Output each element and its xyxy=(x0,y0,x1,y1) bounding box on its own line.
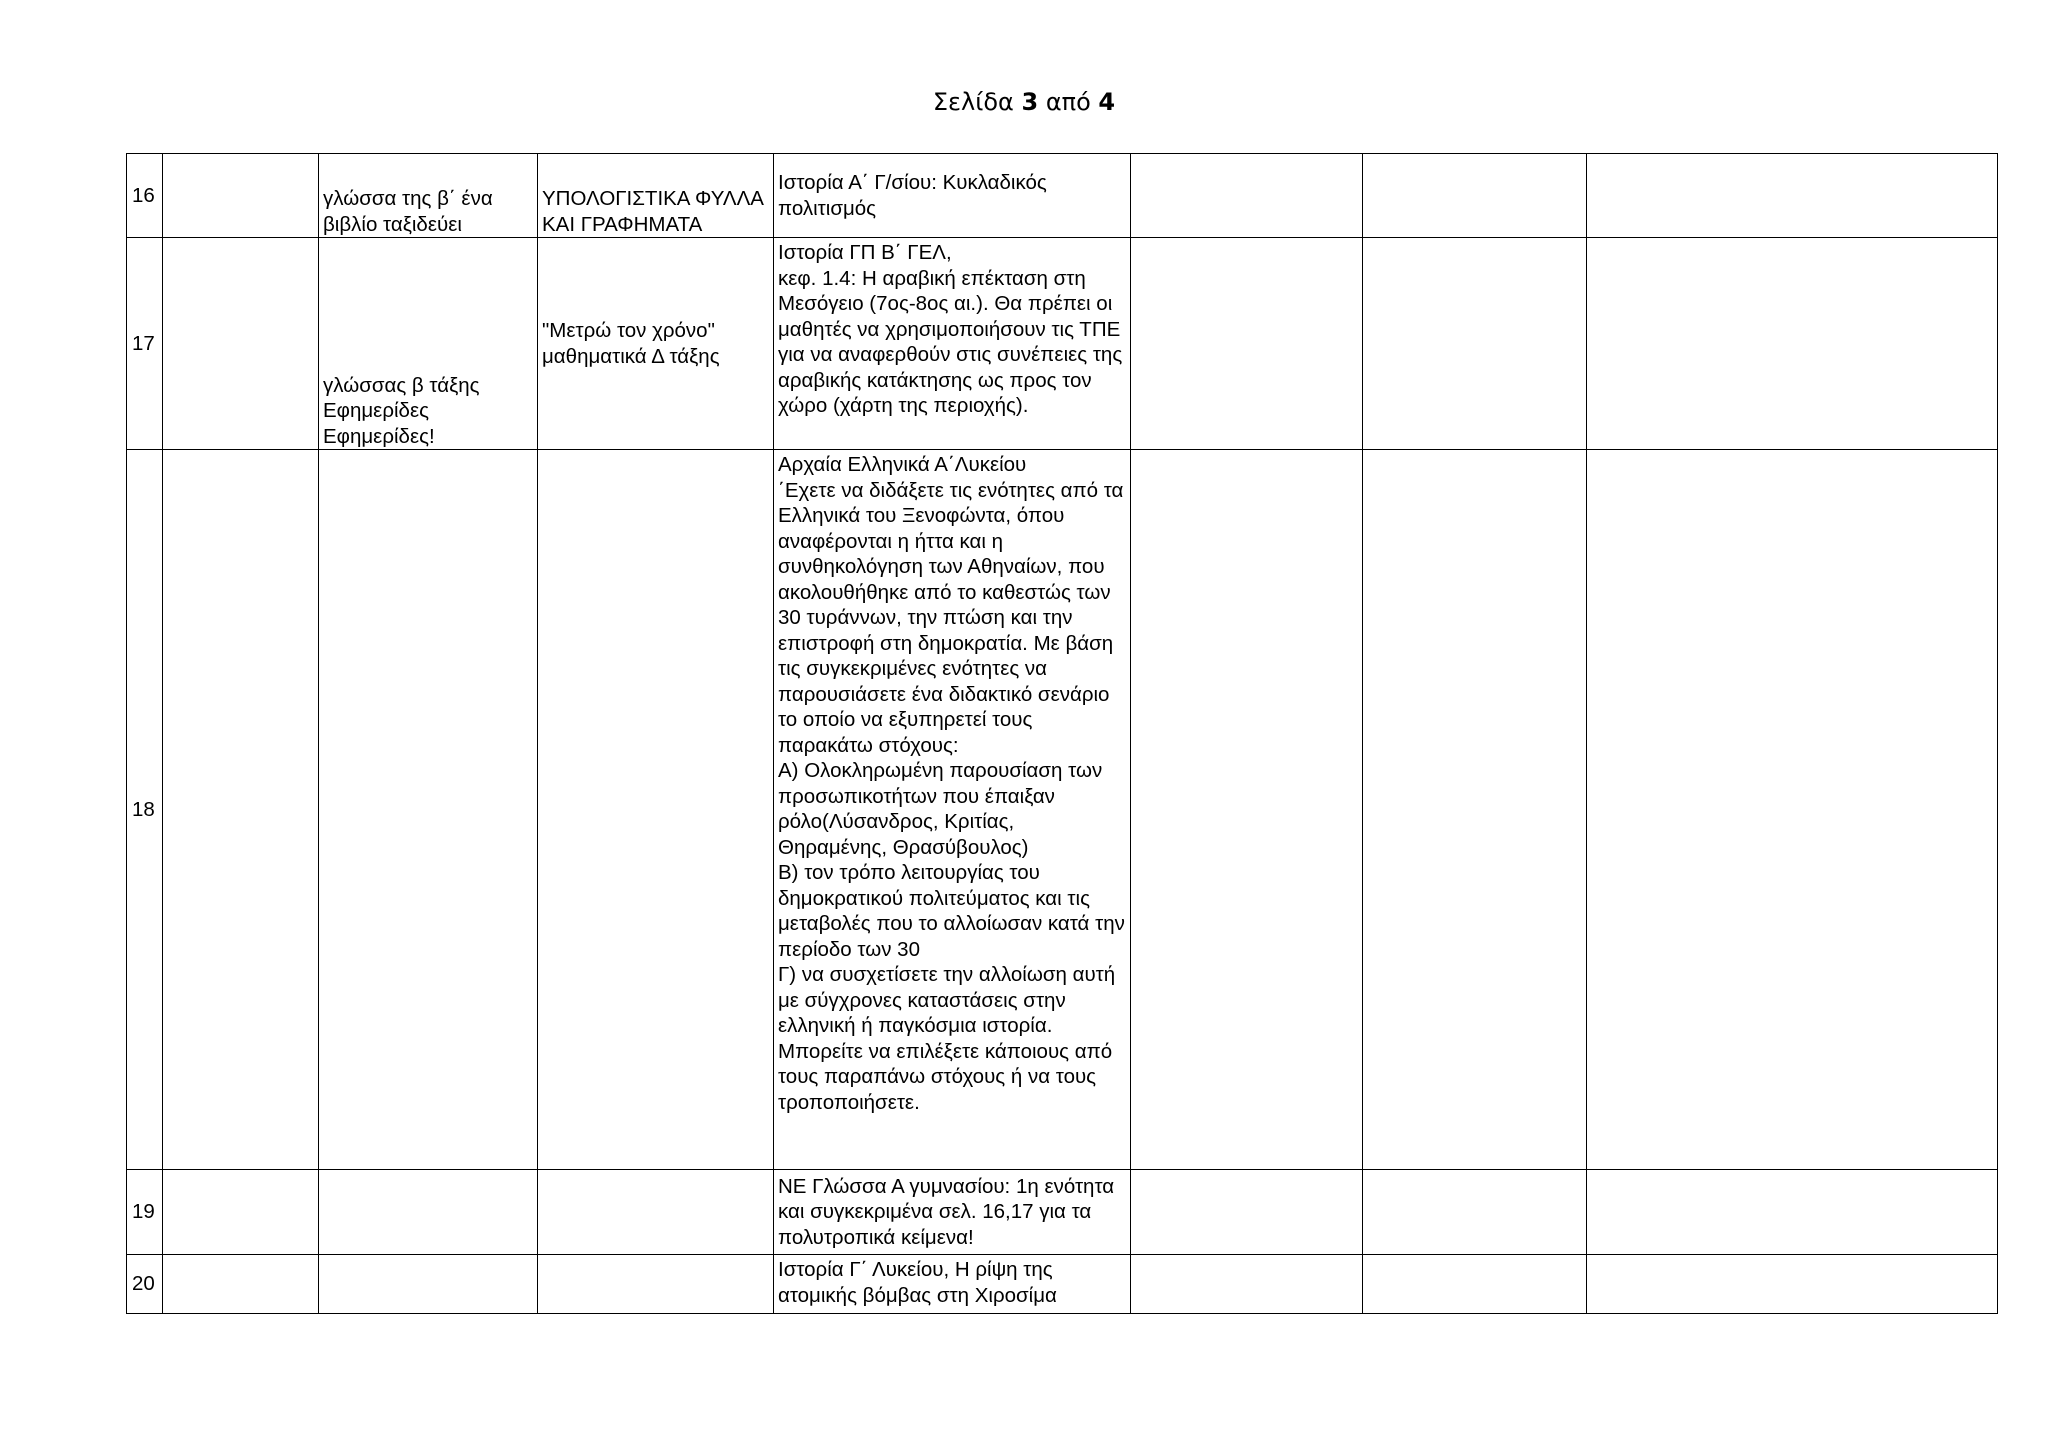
table-cell xyxy=(538,1255,774,1314)
table-cell xyxy=(1363,154,1587,238)
table-cell xyxy=(538,1170,774,1255)
table-cell xyxy=(1363,450,1587,1170)
table-cell xyxy=(1587,450,1998,1170)
table-row xyxy=(127,238,1998,450)
table-cell xyxy=(538,450,774,1170)
table-cell xyxy=(1131,238,1363,450)
table-cell xyxy=(1131,154,1363,238)
table-cell: Αρχαία Ελληνικά Α΄Λυκείου ΄Εχετε να διδάξετε τις ενότητες από τα Ελληνικά του Ξενοφώντα, όπου αναφέρονται η ήττα και η συνθηκολόγηση των Αθηναίων, που ακολουθήθηκε από το καθεστώς των 30 τυράννων, την πτώση και την επιστροφή στη δημοκρατία. Με βάση τις συγκεκριμένες ενότητες να παρουσιάσετε ένα διδακτικό σενάριο το οποίο να εξυπηρετεί τους παρακάτω στόχους: Α) Ολοκληρωμένη παρουσίαση των προσωπικοτήτων που έπαιξαν ρόλο(Λύσανδρος, Κριτίας, Θηραμένης, Θρασύβουλος) Β) τον τρόπο λειτουργίας του δημοκρατικού πολιτεύματος και τις μεταβολές που το αλλοίωσαν κατά την περίοδο των 30 Γ) να συσχετίσετε την αλλοίωση αυτή με σύγχρονες καταστάσεις στην ελληνική ή παγκόσμια ιστορία. Μπορείτε να επιλέξετε κάποιους από τους παραπάνω στόχους ή να τους τροποποιήσετε. xyxy=(774,450,1131,1170)
row-number: 17 xyxy=(127,238,163,450)
page-separator: από xyxy=(1038,88,1099,116)
row-number: 19 xyxy=(127,1170,163,1255)
table-cell: ΝΕ Γλώσσα Α γυμνασίου: 1η ενότητα και συγκεκριμένα σελ. 16,17 για τα πολυτροπικά κείμενα! xyxy=(774,1170,1131,1255)
table-cell xyxy=(163,450,319,1170)
table-cell xyxy=(1587,1170,1998,1255)
table-cell xyxy=(1587,1255,1998,1314)
total-pages-number: 4 xyxy=(1098,88,1116,116)
table-cell xyxy=(1131,1170,1363,1255)
table-cell: "Μετρώ τον χρόνο" μαθηματικά Δ τάξης xyxy=(538,238,774,450)
page-label: Σελίδα xyxy=(932,88,1022,116)
table-cell xyxy=(163,154,319,238)
submissions-table xyxy=(126,153,1998,1314)
table-cell xyxy=(1131,1255,1363,1314)
table-cell: γλώσσα της β΄ ένα βιβλίο ταξιδεύει xyxy=(319,154,538,238)
table-cell xyxy=(319,1170,538,1255)
table-cell xyxy=(1363,1255,1587,1314)
table-cell xyxy=(319,1255,538,1314)
table-cell xyxy=(319,450,538,1170)
table-cell xyxy=(1587,238,1998,450)
current-page-number: 3 xyxy=(1021,88,1039,116)
table-cell xyxy=(1363,1170,1587,1255)
table-row xyxy=(127,1255,1998,1314)
table-cell: γλώσσας β τάξης Εφημερίδες Εφημερίδες! xyxy=(319,238,538,450)
row-number: 20 xyxy=(127,1255,163,1314)
table-cell xyxy=(1587,154,1998,238)
table-cell: Ιστορία Γ΄ Λυκείου, Η ρίψη της ατομικής βόμβας στη Χιροσίμα xyxy=(774,1255,1131,1314)
table-cell xyxy=(163,1255,319,1314)
row-number: 16 xyxy=(127,154,163,238)
page-header xyxy=(0,88,2048,116)
table-cell: ΥΠΟΛΟΓΙΣΤΙΚΑ ΦΥΛΛΑ ΚΑΙ ΓΡΑΦΗΜΑΤΑ xyxy=(538,154,774,238)
table-cell xyxy=(1363,238,1587,450)
table-cell xyxy=(1131,450,1363,1170)
table-cell xyxy=(163,1170,319,1255)
table-row xyxy=(127,450,1998,1170)
table-row xyxy=(127,1170,1998,1255)
row-number: 18 xyxy=(127,450,163,1170)
table-cell xyxy=(163,238,319,450)
table-row xyxy=(127,154,1998,238)
table-cell: Ιστορία Α΄ Γ/σίου: Κυκλαδικός πολιτισμός xyxy=(774,154,1131,238)
table-cell: Ιστορία ΓΠ Β΄ ΓΕΛ, κεφ. 1.4: Η αραβική επέκταση στη Μεσόγειο (7ος-8ος αι.). Θα πρέπει οι μαθητές να χρησιμοποιήσουν τις ΤΠΕ για να αναφερθούν στις συνέπειες της αραβικής κατάκτησης ως προς τον χώρο (χάρτη της περιοχής). xyxy=(774,238,1131,450)
